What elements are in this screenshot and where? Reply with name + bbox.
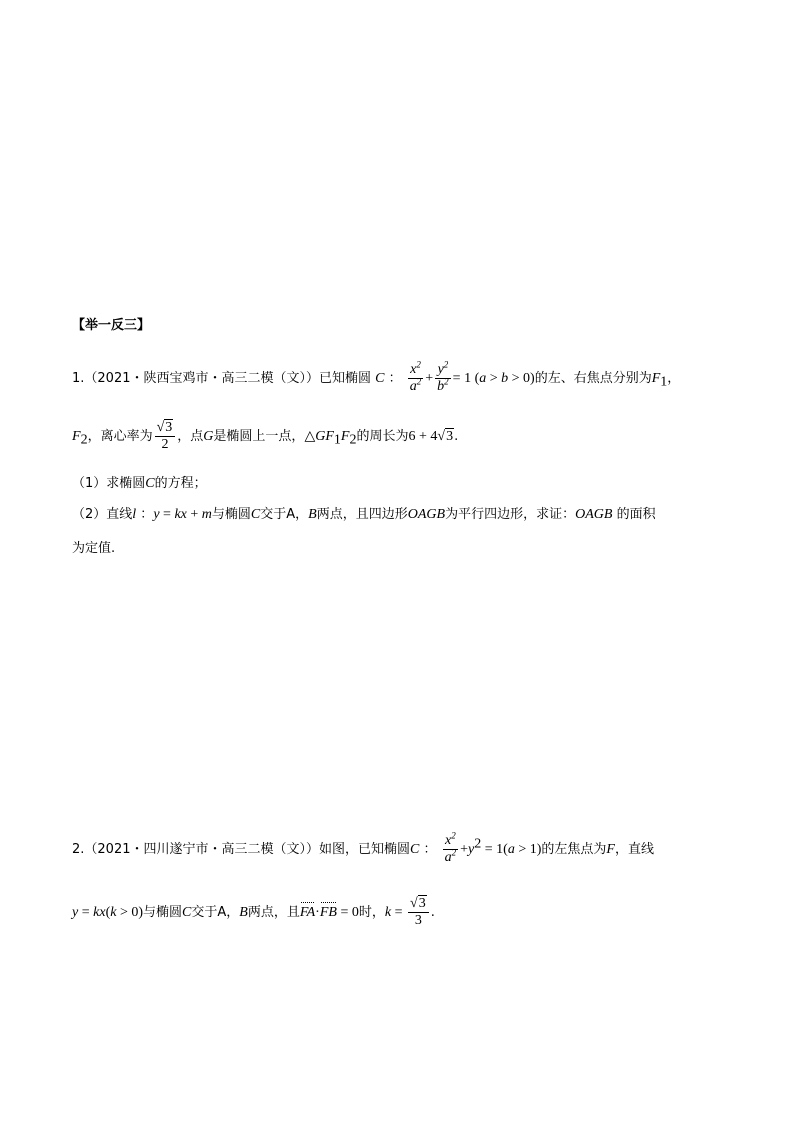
problem1-line1: 1.（2021・陕西宝鸡市・高三二模（文））已知椭圆 C ： $\frac{x^2}{a^2}$ + $\frac{y^2}{b^2}$ = 1 (a > b > 0)的左、右焦点分别为$F_1$， bbox=[72, 359, 681, 394]
problem2-source: （2021・四川遂宁市・高三二模（文）） bbox=[84, 842, 319, 857]
problem1-line2: $F_2$，离心率为 $\frac{√3}{2}$ ，点G是椭圆上一点，$\triangle GF_1F_2$的周长为6 + 4√3. bbox=[72, 420, 459, 452]
fraction-sqrt3-3: $\frac{√3}{3}$ bbox=[408, 896, 429, 929]
problem2-number: 2. bbox=[72, 842, 85, 857]
vector-fa: FA bbox=[300, 903, 315, 923]
fraction-x2-a2: $\frac{x^2}{a^2}$ bbox=[409, 359, 422, 394]
vector-fb: FB bbox=[320, 903, 337, 923]
ellipse-label: C bbox=[375, 371, 385, 386]
problem1-source: （2021・陕西宝鸡市・高三二模（文）） bbox=[84, 371, 319, 386]
fraction-sqrt3-2: $\frac{√3}{2}$ bbox=[155, 420, 176, 453]
problem1-part2: （2）直线l ：y = kx + m与椭圆C交于A，B两点，且四边形OAGB为平行四边形，求证：OAGB 的面积 bbox=[72, 507, 656, 522]
problem1-part2-line2: 为定值. bbox=[72, 541, 116, 556]
problem1-part1: （1）求椭圆C的方程； bbox=[72, 476, 207, 491]
problem2-line2: y = kx(k > 0)与椭圆C交于A，B两点，且FA·FB = 0时，k = $\frac{√3}{3}$ . bbox=[72, 896, 435, 928]
fraction-y2-b2: $\frac{y^2}{b^2}$ bbox=[437, 359, 449, 394]
fraction-x2-a2-p2: $\frac{x^2}{a^2}$ bbox=[444, 830, 457, 865]
section-heading: 【举一反三】 bbox=[72, 318, 151, 333]
problem2-line1: 2.（2021・四川遂宁市・高三二模（文））如图，已知椭圆C ： $\frac{x^2}{a^2}$ $+y^2 = 1(a > 1)$的左焦点为F，直线 bbox=[72, 830, 654, 865]
problem1-number: 1. bbox=[72, 371, 85, 386]
